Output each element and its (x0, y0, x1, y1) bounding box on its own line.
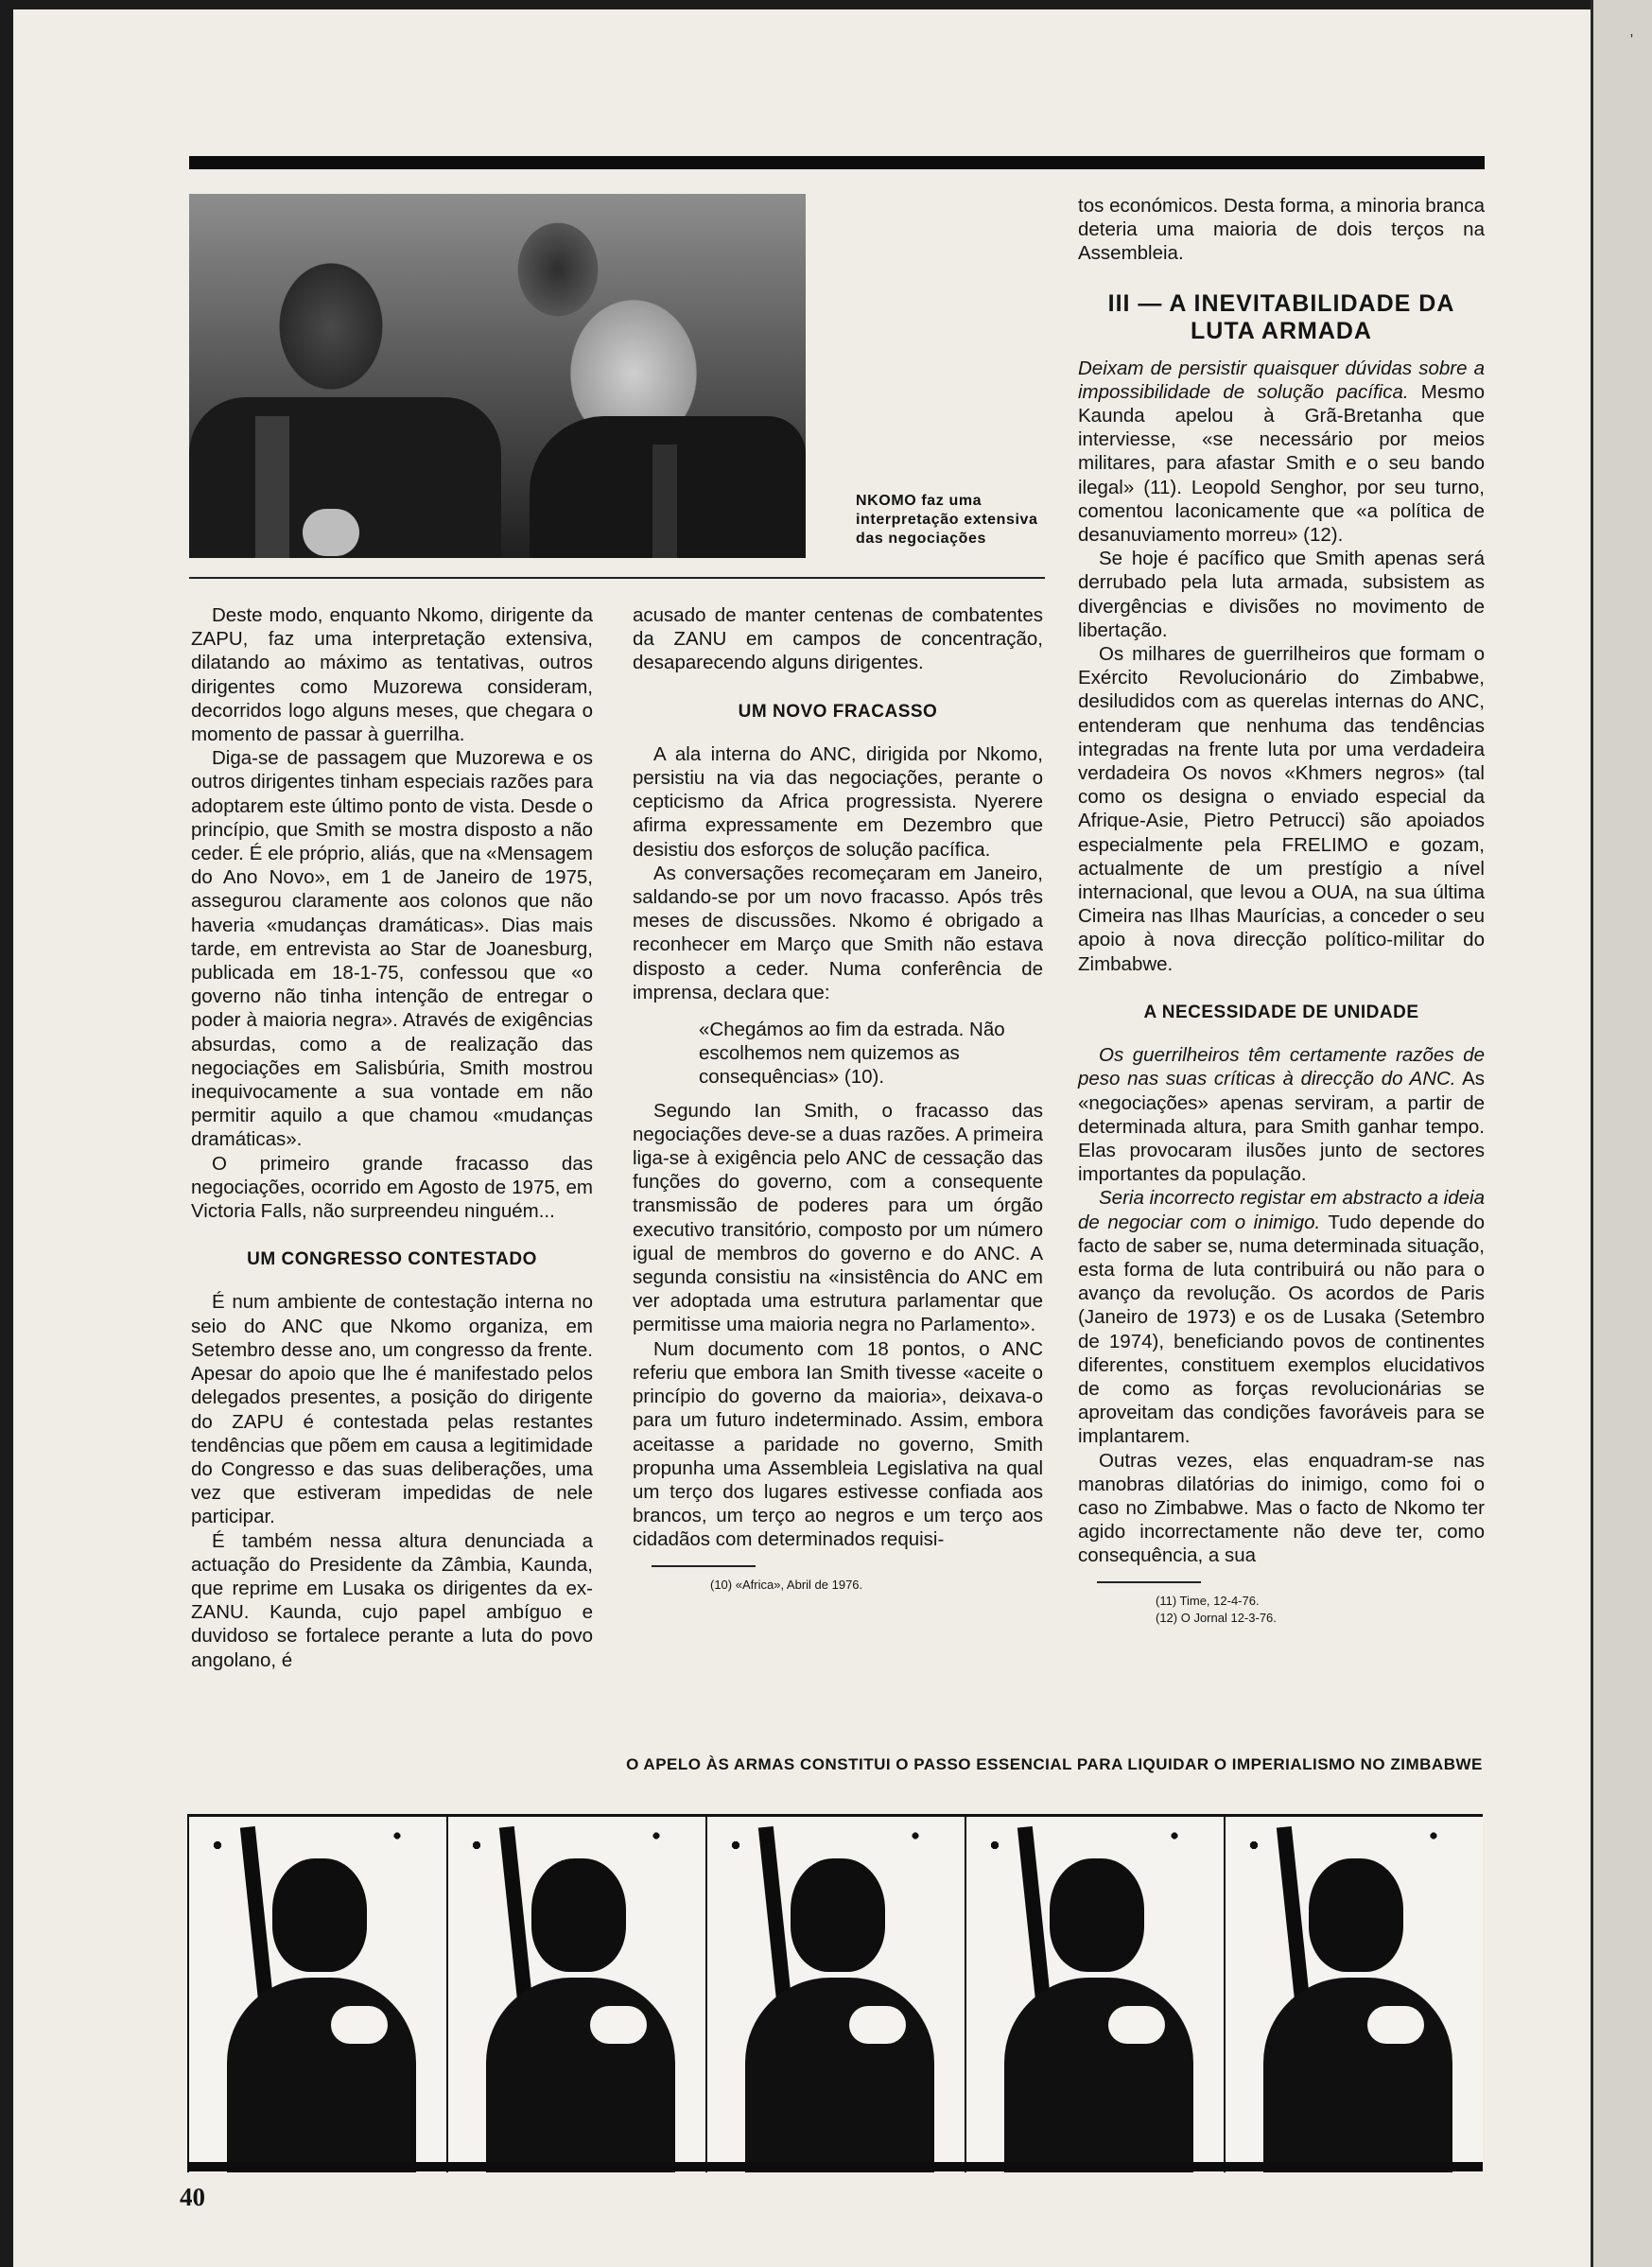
banner-frame (965, 1817, 1224, 2172)
footnote-rule (652, 1565, 756, 1567)
head-silhouette (791, 1858, 885, 1972)
hand-highlight (1367, 2006, 1424, 2044)
footnote-11: (11) Time, 12-4-76. (1156, 1593, 1260, 1608)
footnote-rule (1097, 1581, 1201, 1583)
col3-lead2-italic: Os guerrilheiros têm certamente razões de peso nas suas críticas à direcção do ANC. (1078, 1044, 1485, 1090)
body-silhouette (227, 1978, 416, 2172)
col1-paragraph: Diga-se de passagem que Muzorewa e os outros dirigentes tinham especiais razões para adoptarem este último ponto de vista. Desde o princípio, que Smith se mostra disposto a não ceder. É ele próprio, aliás, que na «Mensagem do Ano Novo», em 1 de Janeiro de 1975, assegurou claramente aos colonos que não haveria «mudanças dramáticas». Dias mais tarde, em entrevista ao Star de Joanesburg, publicada em 18-1-75, confessou que «o governo não tinha intenção de entregar o poder à maioria negra». Através de exigências absurdas, como a de realização das negociações em Salisbúria, Smith mostrou inequivocamente a sua vontade em não permitir aquilo a que chamou «mudanças dramáticas». (191, 747, 593, 1151)
photo-rule (189, 577, 1045, 579)
col3-lead-paragraph (1078, 357, 1485, 548)
body-silhouette (1263, 1978, 1452, 2172)
hand-highlight (849, 2006, 906, 2044)
head-silhouette (531, 1858, 626, 1972)
scan-edge-top (0, 0, 1652, 9)
top-rule (189, 156, 1485, 169)
bottom-rule (187, 2162, 1483, 2171)
col3-lead-rest: Mesmo Kaunda apelou à Grã-Bretanha que interviesse, «se necessário por meios militares, para afastar Smith e o seu bando ilegal» (11). Leopold Senghor, por seu turno, comentou laconicamente que «a política de desanuviamento morreu» (12). (1078, 380, 1485, 547)
corner-mark: ' (1629, 32, 1633, 48)
col3-paragraph: Se hoje é pacífico que Smith apenas será derrubado pela luta armada, subsistem as divergências e divisões no movimento de libertação. (1078, 548, 1485, 641)
head-silhouette (1309, 1858, 1403, 1972)
col3-lead3-rest: Tudo depende do facto de saber se, numa determinada situação, esta forma de luta contribuirá ou não para o avanço da revolução. Os acordos de Paris (Janeiro de 1973) e os de Lusaka (Setembro de 1974), beneficiando povos de continentes diferentes, constituem exemplos elucidativos de como as forças revolucionárias se aproveitam das condições favoráveis para se implantarem. (1078, 1211, 1485, 1448)
head-silhouette (1050, 1858, 1144, 1972)
photo-caption: NKOMO faz uma interpretação extensiva das negociações (856, 493, 1038, 547)
banner-frame (705, 1817, 965, 2172)
column-2 (633, 603, 1043, 1594)
head-silhouette (272, 1858, 367, 1972)
body-silhouette (745, 1978, 934, 2172)
photo-tie-right (652, 445, 677, 558)
footnote-12: (12) O Jornal 12-3-76. (1156, 1610, 1277, 1625)
body-silhouette (486, 1978, 675, 2172)
section-heading-luta-armada: III — A INEVITABILIDADE DA LUTA ARMADA (1107, 289, 1455, 344)
column-1 (191, 603, 593, 1672)
banner-frame (1224, 1817, 1483, 2172)
scan-edge-right (1591, 0, 1652, 2267)
col3-lead-paragraph (1078, 1043, 1485, 1186)
col3-lead-italic: Deixam de persistir quaisquer dúvidas sobre a impossibilidade de solução pacífica. (1078, 357, 1485, 403)
photo-tie-left (255, 416, 289, 558)
quote-text: «Chegámos ao fim da estrada. Não escolhemos nem quizemos as consequências» (699, 1019, 1005, 1089)
photo-microphone (303, 509, 359, 556)
banner-frame (446, 1817, 705, 2172)
body-silhouette (1004, 1978, 1193, 2172)
col3-paragraph: Os milhares de guerrilheiros que formam o Exército Revolucionário do Zimbabwe, desiludidos com as querelas internas do ANC, entenderam que nenhuma das tendências integradas na frente luta por uma verdadeira verdadeira Os novos «Khmers negros» (tal como os designa o enviado especial da Afrique-Asie, Pietro Petrucci) são apoiados especialmente pela FRELIMO e gozam, actualmente de um prestígio a nível internacional, que levou a OUA, na sua última Cimeira nas Ilhas Maurícias, a conceder o seu apoio à nova direcção político-militar do Zimbabwe. (1078, 643, 1485, 975)
quote-reference: (10) (843, 1066, 879, 1089)
col1-paragraph: É também nessa altura denunciada a actuação do Presidente da Zâmbia, Kaunda, que reprime em Lusaka os dirigentes da ex-ZANU. Kaunda, cujo papel ambíguo e duvidoso se fortalece perante a luta do povo angolano, é (191, 1529, 593, 1671)
col3-lead2-rest: As «negociações» apenas serviram, a partir de determinada altura, para Smith ganhar tempo. Elas provocaram ilusões junto de sectores importantes da população. (1078, 1068, 1485, 1186)
section-heading-fracasso: UM NOVO FRACASSO (738, 701, 938, 722)
col3-lead-paragraph (1078, 1186, 1485, 1448)
col1-paragraph: É num ambiente de contestação interna no seio do ANC que Nkomo organiza, em Setembro desse ano, um congresso da frente. Apesar do apoio que lhe é manifestado pelos delegados presentes, a posição do dirigente do ZAPU é contestada pelas restantes tendências que põem em causa a legitimidade do Congresso e das suas deliberações, uma vez que estiveram impedidas de nele participar. (191, 1291, 593, 1528)
col2-paragraph: As conversações recomeçaram em Janeiro, saldando-se por um novo fracasso. Após três meses de discussões. Nkomo é obrigado a reconhecer em Março que Smith não estava disposto a ceder. Numa conferência de imprensa, declara que: (633, 862, 1043, 1003)
col2-paragraph: Segundo Ian Smith, o fracasso das negociações deve-se a duas razões. A primeira liga-se à exigência pelo ANC de cessação das funções do governo, com a consequente transmissão de poderes para um órgão executivo transitório, composto por um número igual de membros do governo e do ANC. A segunda consistiu na «insistência do ANC em ver adoptada uma estrutura parlamentar que permitisse uma maioria negra no Parlamento». (633, 1099, 1043, 1336)
nkomo-quote: «Chegámos ao fim da estrada. Não escolhemos nem quizemos as consequências» (10). (699, 1019, 1005, 1089)
col2-paragraph: A ala interna do ANC, dirigida por Nkomo, persistiu na via das negociações, perante o cepticismo da Africa progressista. Nyerere afirma expressamente em Dezembro que desistiu dos esforços de solução pacífica. (633, 742, 1043, 861)
hand-highlight (331, 2006, 388, 2044)
scan-edge-left (0, 0, 13, 2267)
hand-highlight (590, 2006, 647, 2044)
banner-caption: O APELO ÀS ARMAS CONSTITUI O PASSO ESSENCIAL PARA LIQUIDAR O IMPERIALISMO NO ZIMBABWE (626, 1755, 1483, 1773)
page-number: 40 (180, 2183, 205, 2211)
col3-paragraph: Outras vezes, elas enquadram-se nas manobras dilatórias do inimigo, como foi o caso no Zimbabwe. Mas o facto de Nkomo ter agido incorrectamente não deve ter, como consequência, a sua (1078, 1449, 1485, 1567)
col1-paragraph: O primeiro grande fracasso das negociações, ocorrido em Agosto de 1975, em Victoria Falls, não surpreendeu ninguém... (191, 1152, 593, 1223)
column-3 (1078, 194, 1485, 1627)
hand-highlight (1108, 2006, 1165, 2044)
col2-paragraph: acusado de manter centenas de combatentes da ZANU em campos de concentração, desaparecendo alguns dirigentes. (633, 604, 1043, 674)
section-heading-congresso: UM CONGRESSO CONTESTADO (247, 1249, 537, 1270)
col2-paragraph: Num documento com 18 pontos, o ANC referiu que embora Ian Smith tivesse «aceite o princípio do governo da maioria», deixava-o para um futuro indeterminado. Assim, embora aceitasse a paridade no governo, Smith propunha uma Assembleia Legislativa na qual um terço dos lugares estivesse confiada aos brancos, um terço ao negros e um terço aos cidadãos com determinados requisi- (633, 1337, 1043, 1551)
nkomo-smith-photo (189, 194, 806, 558)
footnote-10: (10) «Africa», Abril de 1976. (710, 1577, 863, 1592)
guerrilla-banner-image (187, 1814, 1483, 2172)
col3-paragraph: tos económicos. Desta forma, a minoria branca deteria uma maioria de dois terços na Assembleia. (1078, 195, 1485, 265)
col3-lead3-italic: Seria incorrecto registar em abstracto a ideia de negociar com o inimigo. (1078, 1187, 1485, 1233)
banner-frame (187, 1817, 446, 2172)
col1-paragraph: Deste modo, enquanto Nkomo, dirigente da ZAPU, faz uma interpretação extensiva, dilatando ao máximo as tentativas, outros dirigentes como Muzorewa consideram, decorridos logo alguns meses, que chegara o momento de passar à guerrilha. (191, 604, 593, 746)
section-heading-unidade: A NECESSIDADE DE UNIDADE (1143, 1002, 1419, 1022)
